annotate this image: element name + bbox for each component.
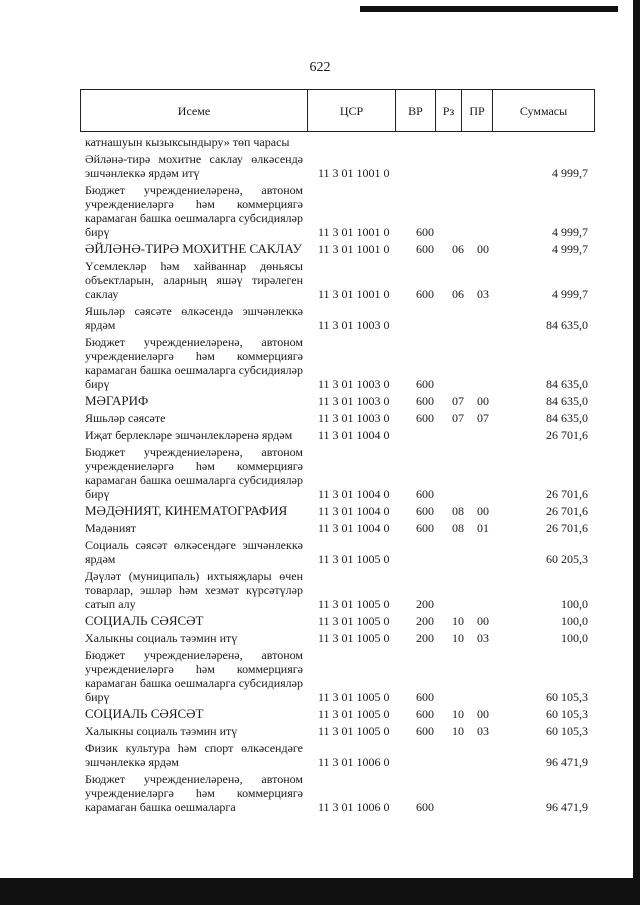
header-vr: ВР: [395, 89, 436, 132]
row-name: СОЦИАЛЬ СӘЯСӘТ: [85, 613, 204, 628]
table-row: [0, 135, 640, 149]
row-csr: 11 3 01 1005 0: [318, 631, 390, 645]
row-rz: 06: [452, 287, 464, 301]
row-vr: 200: [416, 614, 434, 628]
row-rz: 08: [452, 521, 464, 535]
row-vr: 600: [416, 394, 434, 408]
table-row: [0, 242, 640, 256]
row-csr: 11 3 01 1005 0: [318, 597, 390, 611]
row-sum: 26 701,6: [546, 428, 588, 442]
table-row: [0, 648, 640, 704]
row-csr: 11 3 01 1003 0: [318, 377, 390, 391]
row-vr: 600: [416, 724, 434, 738]
row-pr: 03: [477, 631, 489, 645]
row-csr: 11 3 01 1006 0: [318, 800, 390, 814]
row-csr: 11 3 01 1001 0: [318, 225, 390, 239]
row-name: СОЦИАЛЬ СӘЯСӘТ: [85, 706, 204, 721]
table-row: [0, 631, 640, 645]
row-vr: 600: [416, 242, 434, 256]
row-vr: 600: [416, 690, 434, 704]
row-name: Халыкны социаль тәэмин итү: [85, 724, 238, 738]
table-body: [0, 132, 640, 814]
row-sum: 4 999,7: [552, 287, 588, 301]
scan-edge-bottom: [0, 878, 640, 905]
row-csr: 11 3 01 1004 0: [318, 487, 390, 501]
row-pr: 00: [477, 614, 489, 628]
table-row: [0, 335, 640, 391]
row-vr: 600: [416, 521, 434, 535]
table-row: [0, 445, 640, 501]
row-csr: 11 3 01 1001 0: [318, 242, 390, 256]
row-sum: 100,0: [561, 597, 588, 611]
row-name: Иҗат берлекләре эшчәнлекләренә ярдәм: [85, 428, 293, 442]
row-csr: 11 3 01 1004 0: [318, 521, 390, 535]
row-sum: 26 701,6: [546, 487, 588, 501]
row-sum: 96 471,9: [546, 755, 588, 769]
row-pr: 00: [477, 242, 489, 256]
row-name: Бюджет учреждениеләренә, автоном учреждениеләргә һәм коммерциягә карамаган башка оешмаларга субсидияләр бирү: [85, 183, 303, 239]
row-pr: 00: [477, 394, 489, 408]
table-row: [0, 569, 640, 611]
row-sum: 60 105,3: [546, 724, 588, 738]
row-rz: 08: [452, 504, 464, 518]
row-name: МӘГАРИФ: [85, 393, 149, 408]
row-name: Социаль сәясәт өлкәсендәге эшчәнлеккә ярдәм: [85, 538, 303, 566]
row-csr: 11 3 01 1004 0: [318, 428, 390, 442]
row-sum: 26 701,6: [546, 521, 588, 535]
row-csr: 11 3 01 1003 0: [318, 411, 390, 425]
row-name: Яшьләр сәясәте: [85, 411, 166, 425]
row-sum: 84 635,0: [546, 394, 588, 408]
row-sum: 60 105,3: [546, 707, 588, 721]
table-row: [0, 707, 640, 721]
row-vr: 600: [416, 800, 434, 814]
table-header: [80, 89, 595, 132]
row-name: Бюджет учреждениеләренә, автоном учреждениеләргә һәм коммерциягә карамаган башка оешмаларга субсидияләр бирү: [85, 648, 303, 704]
row-sum: 4 999,7: [552, 242, 588, 256]
table-row: [0, 741, 640, 769]
table-row: [0, 411, 640, 425]
table-row: [0, 394, 640, 408]
table-row: [0, 152, 640, 180]
row-pr: 00: [477, 504, 489, 518]
row-pr: 03: [477, 724, 489, 738]
header-pr: ПР: [461, 89, 493, 132]
header-name: Исеме: [80, 89, 308, 132]
row-name: Бюджет учреждениеләренә, автоном учреждениеләргә һәм коммерциягә карамаган башка оешмаларга: [85, 772, 303, 814]
scan-edge-top: [360, 6, 618, 12]
row-name: Бюджет учреждениеләренә, автоном учреждениеләргә һәм коммерциягә карамаган башка оешмаларга субсидияләр бирү: [85, 445, 303, 501]
row-name: Мәдәният: [85, 521, 137, 535]
row-csr: 11 3 01 1005 0: [318, 690, 390, 704]
row-sum: 96 471,9: [546, 800, 588, 814]
table-row: [0, 428, 640, 442]
row-csr: 11 3 01 1003 0: [318, 318, 390, 332]
page-number: 622: [309, 60, 331, 75]
row-rz: 10: [452, 631, 464, 645]
row-name: Бюджет учреждениеләренә, автоном учреждениеләргә һәм коммерциягә карамаган башка оешмаларга субсидияләр бирү: [85, 335, 303, 391]
table-row: [0, 614, 640, 628]
row-csr: 11 3 01 1005 0: [318, 724, 390, 738]
row-sum: 84 635,0: [546, 411, 588, 425]
row-name: Яшьләр сәясәте өлкәсендә эшчәнлеккә ярдәм: [85, 304, 303, 332]
row-name: ӘЙЛӘНӘ-ТИРӘ МОХИТНЕ САКЛАУ: [85, 241, 302, 256]
row-csr: 11 3 01 1006 0: [318, 755, 390, 769]
row-csr: 11 3 01 1001 0: [318, 287, 390, 301]
row-rz: 07: [452, 411, 464, 425]
row-rz: 10: [452, 614, 464, 628]
row-name: МӘДӘНИЯТ, КИНЕМАТОГРАФИЯ: [85, 503, 288, 518]
row-sum: 100,0: [561, 614, 588, 628]
row-sum: 4 999,7: [552, 225, 588, 239]
header-csr: ЦСР: [307, 89, 396, 132]
row-rz: 06: [452, 242, 464, 256]
row-vr: 600: [416, 487, 434, 501]
row-sum: 4 999,7: [552, 166, 588, 180]
row-vr: 600: [416, 707, 434, 721]
table-row: [0, 183, 640, 239]
row-sum: 26 701,6: [546, 504, 588, 518]
row-csr: 11 3 01 1004 0: [318, 504, 390, 518]
header-sum: Суммасы: [492, 89, 595, 132]
row-sum: 60 205,3: [546, 552, 588, 566]
row-sum: 100,0: [561, 631, 588, 645]
row-pr: 00: [477, 707, 489, 721]
header-rz: Рз: [435, 89, 462, 132]
table-row: [0, 521, 640, 535]
row-pr: 07: [477, 411, 489, 425]
row-rz: 07: [452, 394, 464, 408]
row-vr: 600: [416, 377, 434, 391]
row-sum: 84 635,0: [546, 377, 588, 391]
row-name: Әйләнә-тирә мохитне саклау өлкәсендә эшчәнлеккә ярдәм итү: [85, 152, 303, 180]
table-row: [0, 538, 640, 566]
row-pr: 01: [477, 521, 489, 535]
row-rz: 10: [452, 707, 464, 721]
row-name: Халыкны социаль тәэмин итү: [85, 631, 238, 645]
table-row: [0, 772, 640, 814]
row-vr: 600: [416, 225, 434, 239]
row-csr: 11 3 01 1001 0: [318, 166, 390, 180]
row-name: Физик культура һәм спорт өлкәсендәге эшчәнлеккә ярдәм: [85, 741, 303, 769]
row-csr: 11 3 01 1005 0: [318, 552, 390, 566]
row-vr: 600: [416, 504, 434, 518]
table-row: [0, 504, 640, 518]
row-vr: 200: [416, 631, 434, 645]
table-row: [0, 259, 640, 301]
row-sum: 84 635,0: [546, 318, 588, 332]
row-pr: 03: [477, 287, 489, 301]
row-name: катнашуын кызыксындыру» төп чарасы: [85, 135, 290, 149]
row-name: Дәүләт (муниципаль) ихтыяҗлары өчен товарлар, эшләр һәм хезмәт күрсәтүләр сатып алу: [85, 569, 303, 611]
table-row: [0, 304, 640, 332]
row-csr: 11 3 01 1005 0: [318, 707, 390, 721]
row-vr: 600: [416, 287, 434, 301]
row-name: Үсемлекләр һәм хайваннар дөньясы объектларын, аларның яшәү тирәлеген саклау: [85, 259, 303, 301]
row-csr: 11 3 01 1003 0: [318, 394, 390, 408]
row-vr: 600: [416, 411, 434, 425]
row-csr: 11 3 01 1005 0: [318, 614, 390, 628]
row-sum: 60 105,3: [546, 690, 588, 704]
row-rz: 10: [452, 724, 464, 738]
table-row: [0, 724, 640, 738]
row-vr: 200: [416, 597, 434, 611]
